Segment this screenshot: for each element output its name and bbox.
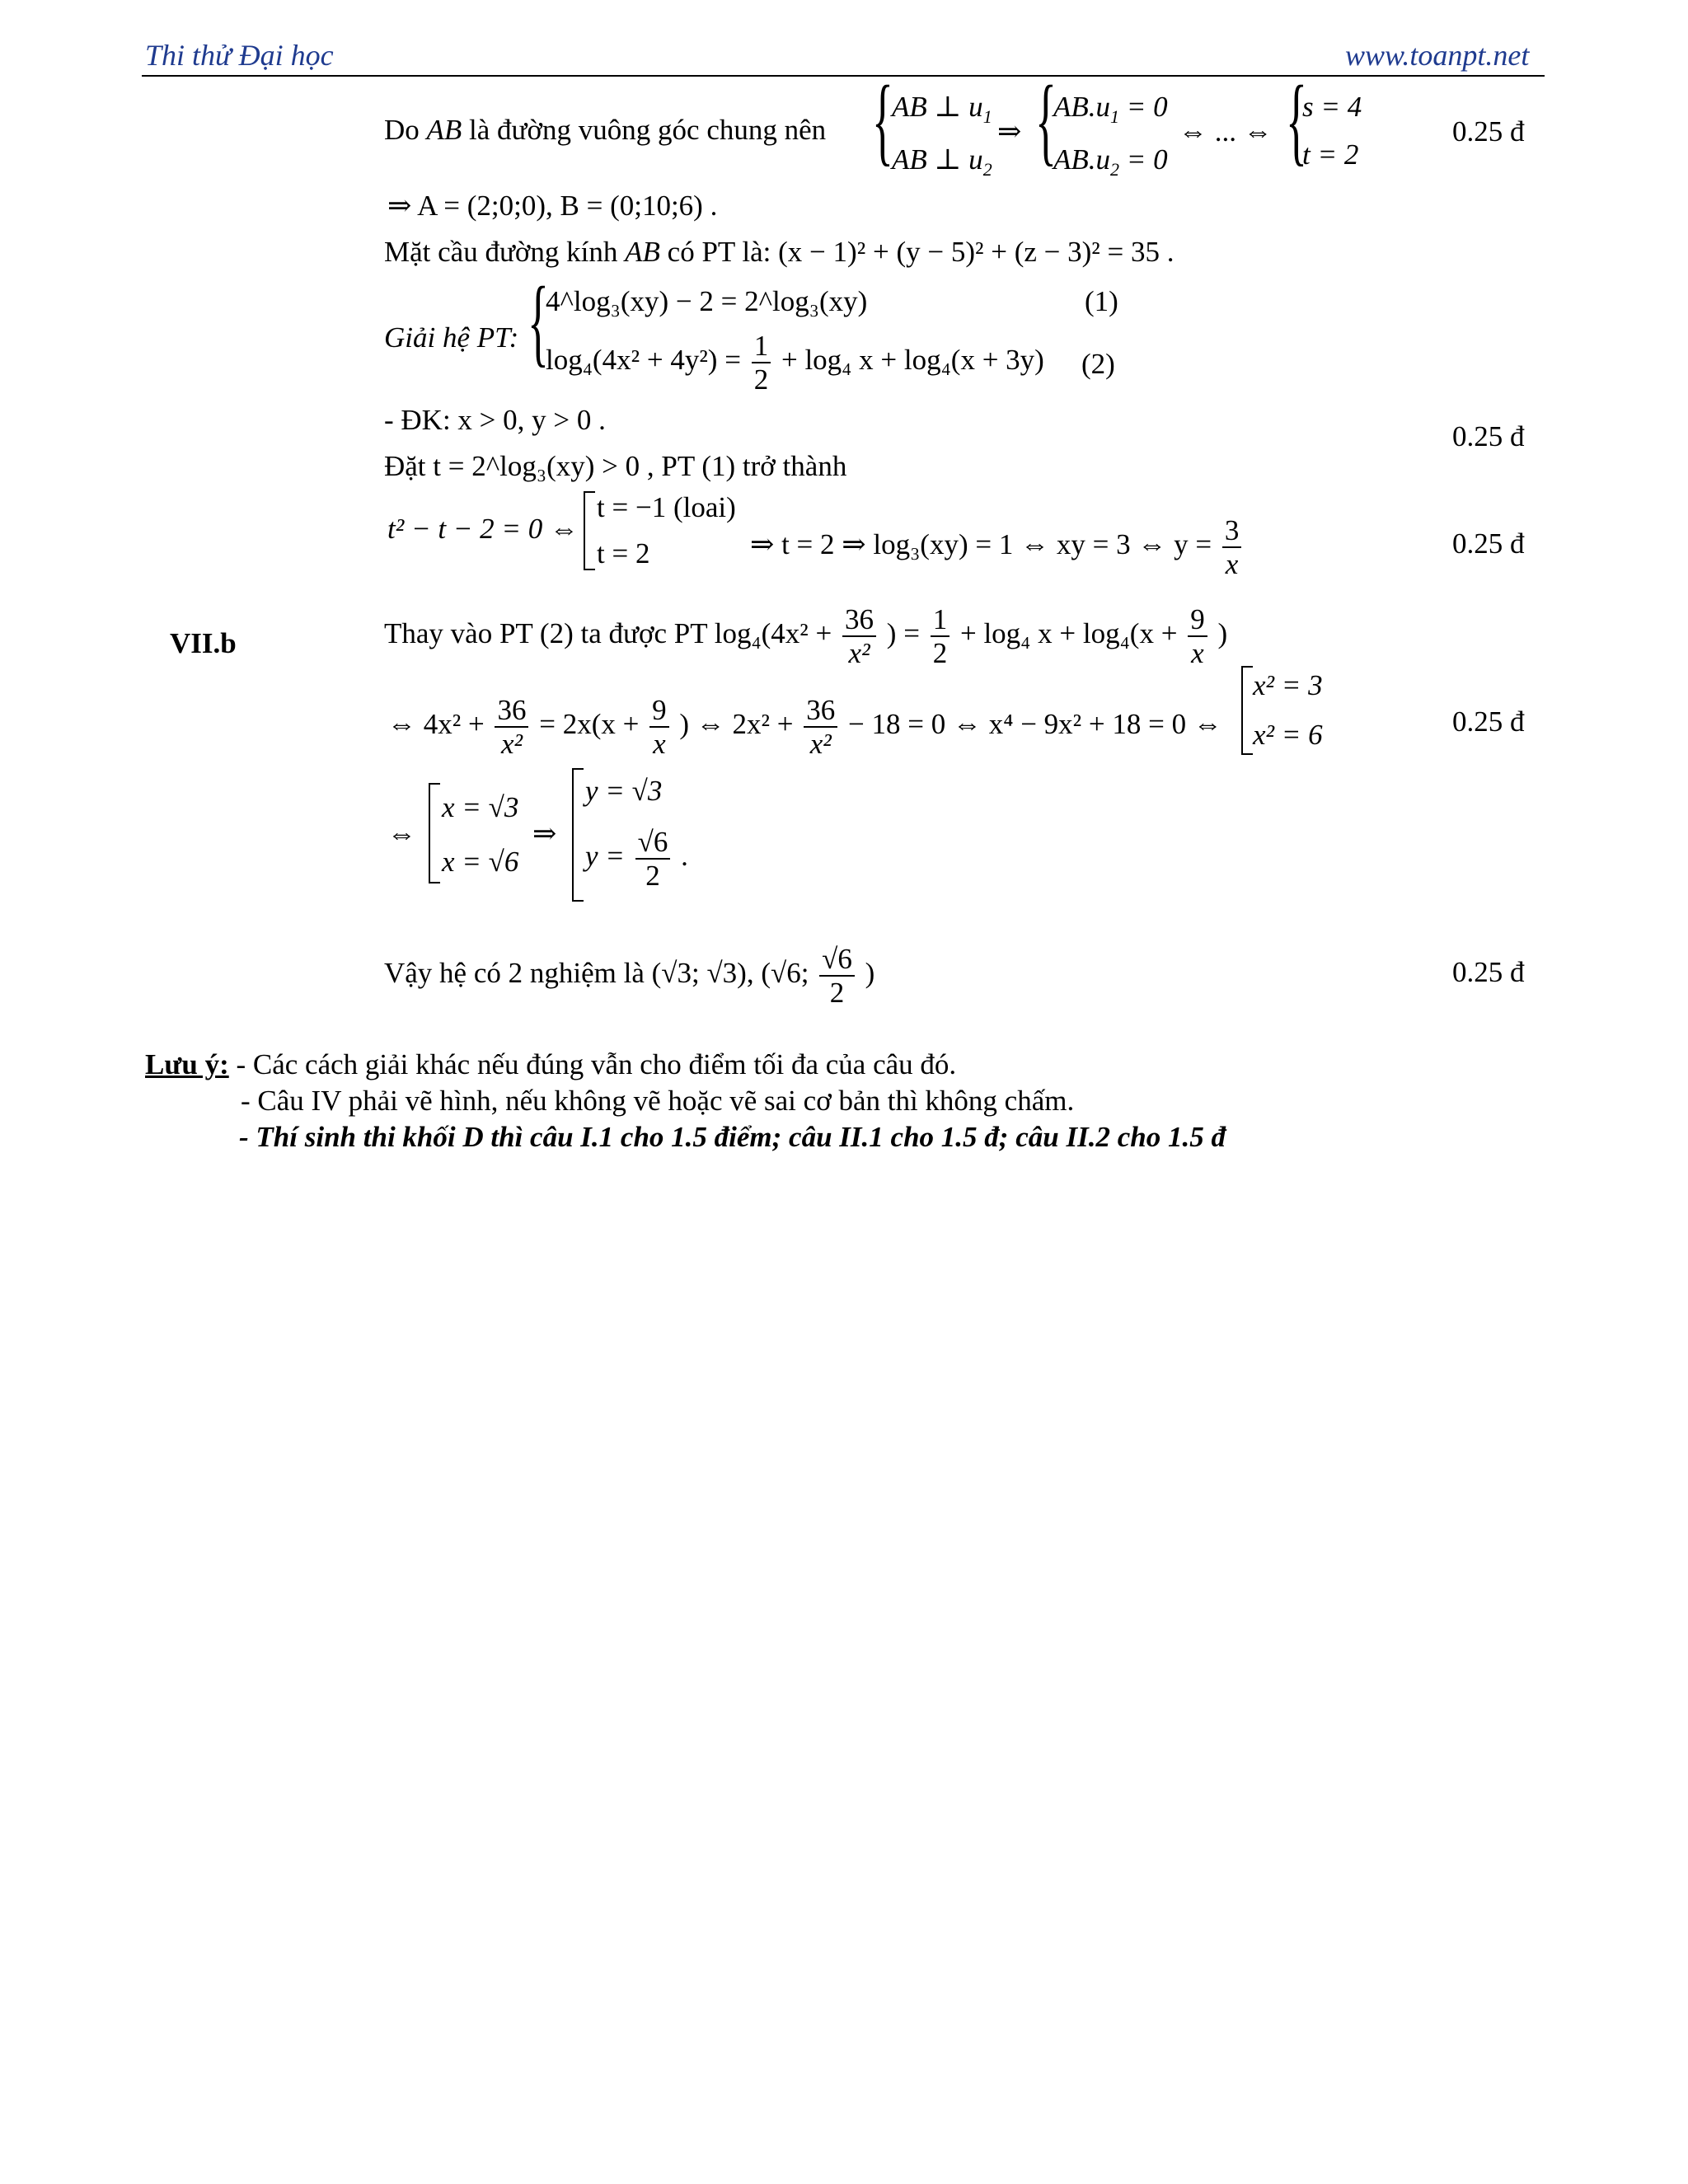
line-dat: Đặt t = 2^log₃(xy) > 0 , PT (1) trở thành (384, 450, 847, 482)
sys1-a: AB ⊥ $u_1$ (892, 91, 992, 127)
note-line-3: - Thí sinh thi khối D thì câu I.1 cho 1.5 điểm; câu II.1 cho 1.5 đ; câu II.2 cho 1.5 đ (239, 1121, 1226, 1153)
x2-eq-3: x² = 3 (1253, 669, 1323, 701)
note-line-1: Lưu ý: - Các cách giải khác nếu đúng vẫn cho điểm tối đa của câu đó. (145, 1048, 957, 1080)
score-2: 0.25 đ (1452, 420, 1525, 452)
case-2: t = 2 (597, 537, 650, 569)
y-root3: y = √3 (585, 775, 663, 807)
sol-t: t = 2 (1302, 138, 1359, 171)
do-prefix: Do (384, 114, 420, 146)
x-root6: x = √6 (442, 846, 519, 878)
header-left: Thi thử Đại học (145, 39, 334, 72)
score-1: 0.25 đ (1452, 115, 1525, 148)
sys1-b: AB ⊥ $u_2$ (892, 143, 992, 180)
score-3: 0.25 đ (1452, 527, 1525, 560)
equiv-roots: ⇔ (387, 818, 416, 850)
sphere-eq: (x − 1)² + (y − 5)² + (z − 3)² = 35 . (778, 236, 1175, 268)
line-points: ⇒ A = (2;0;0), B = (0;10;6) . (387, 190, 718, 222)
implies-1: ⇒ (997, 115, 1022, 148)
ab-symbol: AB (426, 114, 462, 146)
sol-s: s = 4 (1302, 91, 1362, 123)
score-4: 0.25 đ (1452, 705, 1525, 738)
line-conclusion: Vậy hệ có 2 nghiệm là (√3; √3), (√6; $\frac{√6}{2}$ ) (384, 943, 875, 1010)
eq1-tag: (1) (1085, 285, 1118, 317)
note-label: Lưu ý: (145, 1048, 229, 1080)
line-chain: ⇒ t = 2 ⇒ log₃(xy) = 1 ⇔ xy = 3 ⇔ y = $\frac{3}{x}$ (750, 514, 1245, 580)
header-rule (142, 75, 1545, 77)
x2-eq-6: x² = 6 (1253, 719, 1323, 751)
brace-system: { (528, 266, 549, 376)
bracket-y (572, 768, 584, 902)
header-right: www.toanpt.net (1345, 39, 1530, 72)
line-dk: - ĐK: x > 0, y > 0 . (384, 404, 606, 436)
y-frac: y = $\frac{√6}{2}$ . (585, 826, 688, 893)
note-line-2: - Câu IV phải vẽ hình, nếu không vẽ hoặc vẽ sai cơ bản thì không chấm. (241, 1085, 1075, 1117)
solve-label: Giải hệ PT: (384, 321, 519, 354)
x-root3: x = √3 (442, 791, 519, 823)
sys2-a: $AB.u_1 = 0$ (1053, 91, 1168, 127)
implies-roots: ⇒ (532, 818, 557, 850)
do-text: là đường vuông góc chung nên (469, 114, 827, 146)
brace-2: { (1035, 65, 1057, 175)
eq2-tag: (2) (1081, 348, 1115, 380)
score-5: 0.25 đ (1452, 956, 1525, 988)
bracket-x (429, 783, 440, 883)
eq1: 4^log₃(xy) − 2 = 2^log₃(xy) (546, 285, 868, 317)
line-subst: Thay vào PT (2) ta được PT log₄(4x² + $\frac{36}{\text{x²}}$ ) = $\frac{1}{2}$ + log₄ x + log₄(x + $\frac{9}{x}$ ) (384, 603, 1228, 670)
bracket-x2 (1241, 666, 1253, 755)
ab-symbol-2: AB (625, 236, 660, 268)
case-1: t = −1 (loai) (597, 491, 736, 523)
sys2-b: $AB.u_2 = 0$ (1053, 143, 1168, 180)
sphere-mid: có PT là: (667, 236, 771, 268)
eq2: log₄(4x² + 4y²) = $\frac{1}{2}$ + log₄ x + log₄(x + 3y) (546, 330, 1044, 396)
brace-3: { (1286, 65, 1307, 175)
line-quad: t² − t − 2 = 0 ⇔ (387, 513, 579, 545)
brace-1: { (872, 65, 893, 175)
line-sphere (384, 237, 1175, 266)
line-five: ⇔ 4x² + $\frac{36}{\text{x²}}$ = 2x(x + $\frac{9}{x}$ ) ⇔ 2x² + $\frac{36}{\text{x²}}$ − 18 = 0 ⇔ x⁴ − 9x² + 18 = 0 ⇔ (387, 694, 1222, 761)
equiv-dots: ⇔ ... ⇔ (1179, 115, 1273, 148)
bracket-cases (584, 491, 595, 570)
line-do-ab (384, 115, 826, 144)
sphere-prefix: Mặt cầu đường kính (384, 236, 618, 268)
section-label: VII.b (170, 627, 237, 659)
